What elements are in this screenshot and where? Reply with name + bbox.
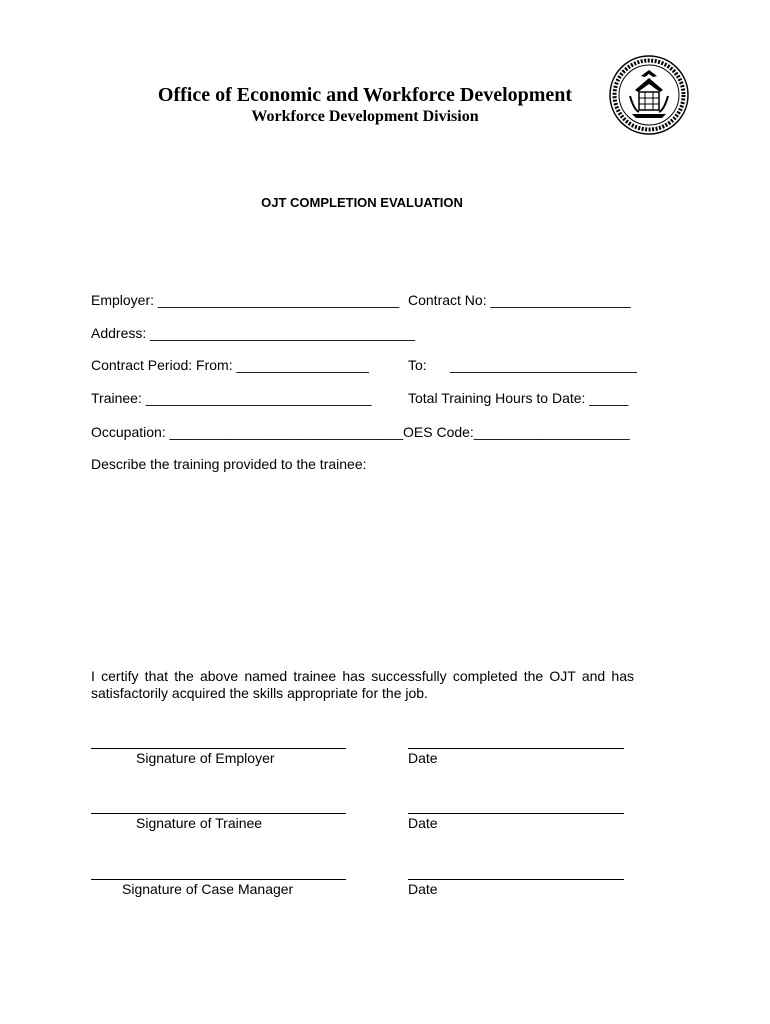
employer-field[interactable]: Employer: _______________________________: [91, 292, 400, 308]
page-subtitle: Workforce Development Division: [251, 108, 479, 125]
signature-label: Signature of Employer: [136, 750, 275, 766]
oes-code-field[interactable]: OES Code:____________________: [403, 424, 630, 440]
form-title: OJT COMPLETION EVALUATION: [261, 195, 463, 210]
contract-period-from-field[interactable]: Contract Period: From: _________________: [91, 357, 369, 373]
page-title: Office of Economic and Workforce Development: [157, 84, 573, 106]
contract-period-to-field[interactable]: To: ________________________: [408, 357, 637, 373]
case-manager-date-line[interactable]: [408, 879, 624, 880]
signature-label: Signature of Trainee: [136, 815, 263, 831]
training-description-area[interactable]: [91, 478, 634, 658]
trainee-signature-line[interactable]: [91, 813, 346, 814]
employer-signature-line[interactable]: [91, 748, 346, 749]
employer-date-line[interactable]: [408, 748, 624, 749]
occupation-field[interactable]: Occupation: ______________________________: [91, 424, 404, 440]
contract-no-field[interactable]: Contract No: __________________: [408, 292, 631, 308]
trainee-date-line[interactable]: [408, 813, 624, 814]
date-label: Date: [408, 881, 438, 897]
city-seal-logo: [608, 54, 690, 136]
describe-training-label: Describe the training provided to the trainee:: [91, 456, 367, 472]
date-label: Date: [408, 750, 438, 766]
case-manager-signature-line[interactable]: [91, 879, 346, 880]
certification-text: I certify that the above named trainee has successfully completed the OJT and has satisfactorily acquired the skills appropriate for the job.: [91, 668, 634, 701]
total-training-hours-field[interactable]: Total Training Hours to Date: _____: [408, 390, 629, 406]
signature-label: Signature of Case Manager: [122, 881, 294, 897]
address-field[interactable]: Address: __________________________________: [91, 325, 415, 341]
trainee-field[interactable]: Trainee: _____________________________: [91, 390, 372, 406]
date-label: Date: [408, 815, 438, 831]
